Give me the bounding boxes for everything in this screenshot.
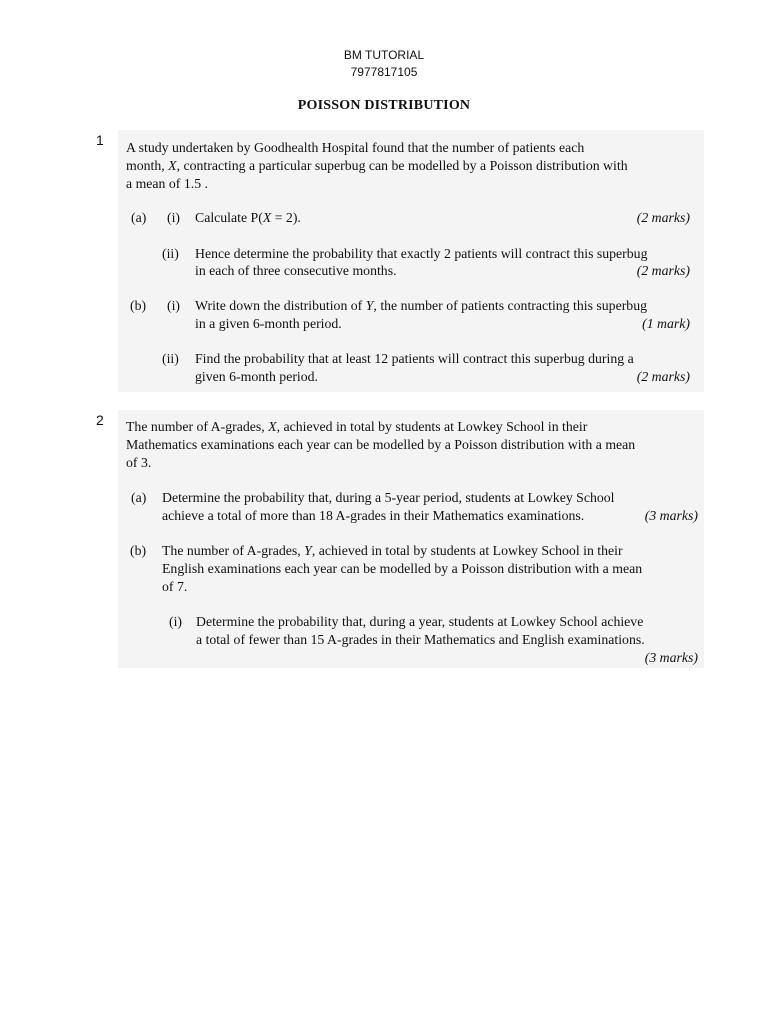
header-name: BM TUTORIAL — [343, 48, 425, 62]
q1-stem-line-1: A study undertaken by Goodhealth Hospital found that the number of patients each — [126, 140, 585, 155]
q1-a-ii-label: (ii) — [162, 246, 179, 261]
q1-a-i-text: Calculate P(X = 2). — [195, 210, 301, 225]
q1-b-ii-label: (ii) — [162, 351, 179, 366]
q1-a-ii-marks: (2 marks) — [636, 263, 690, 278]
q2-b-i-marks: (3 marks) — [644, 650, 698, 665]
q2-b-line-3: of 7. — [162, 579, 188, 594]
q2-a-line-1: Determine the probability that, during a 5-year period, students at Lowkey School — [162, 490, 615, 505]
q1-a-i-marks: (2 marks) — [636, 210, 690, 225]
q1-b-ii-line-2: given 6-month period. — [195, 369, 318, 384]
q1-a-ii-line-2: in each of three consecutive months. — [195, 263, 397, 278]
q1-stem-line-2: month, X, contracting a particular superbug can be modelled by a Poisson distribution with — [126, 158, 628, 173]
q2-stem-line-2: Mathematics examinations each year can be modelled by a Poisson distribution with a mean — [126, 437, 636, 452]
q1-part-a-label: (a) — [131, 210, 147, 225]
q1-b-i-label: (i) — [167, 298, 181, 313]
q1-a-ii-line-1: Hence determine the probability that exactly 2 patients will contract this superbug — [195, 246, 648, 261]
q2-b-line-1: The number of A-grades, Y, achieved in total by students at Lowkey School in their — [162, 543, 623, 558]
q2-b-line-2: English examinations each year can be modelled by a Poisson distribution with a mean — [162, 561, 643, 576]
question-2 — [118, 410, 704, 668]
q2-stem-line-3: of 3. — [126, 455, 152, 470]
question-2-number: 2 — [96, 412, 104, 428]
q2-part-a-label: (a) — [131, 490, 147, 505]
question-1-number: 1 — [96, 132, 104, 148]
q2-b-i-label: (i) — [169, 614, 183, 629]
q2-a-line-2: achieve a total of more than 18 A-grades in their Mathematics examinations. — [162, 508, 585, 523]
q1-b-i-line-2: in a given 6-month period. — [195, 316, 342, 331]
q1-part-b-label: (b) — [130, 298, 147, 313]
header-phone: 7977817105 — [350, 65, 418, 79]
page-title: POISSON DISTRIBUTION — [297, 98, 471, 113]
q1-a-i-label: (i) — [167, 210, 181, 225]
q2-b-i-line-2: a total of fewer than 15 A-grades in their Mathematics and English examinations. — [196, 632, 645, 647]
q2-b-i-line-1: Determine the probability that, during a year, students at Lowkey School achieve — [196, 614, 644, 629]
q2-a-marks: (3 marks) — [644, 508, 698, 523]
question-1 — [118, 130, 704, 392]
q1-stem-line-3: a mean of 1.5 . — [126, 176, 208, 191]
q1-b-ii-line-1: Find the probability that at least 12 patients will contract this superbug during a — [195, 351, 634, 366]
q2-stem-line-1: The number of A-grades, X, achieved in total by students at Lowkey School in their — [126, 419, 588, 434]
q2-part-b-label: (b) — [130, 543, 147, 558]
q1-b-ii-marks: (2 marks) — [636, 369, 690, 384]
q1-b-i-marks: (1 mark) — [642, 316, 690, 331]
q1-b-i-line-1: Write down the distribution of Y, the number of patients contracting this superbug — [195, 298, 647, 313]
